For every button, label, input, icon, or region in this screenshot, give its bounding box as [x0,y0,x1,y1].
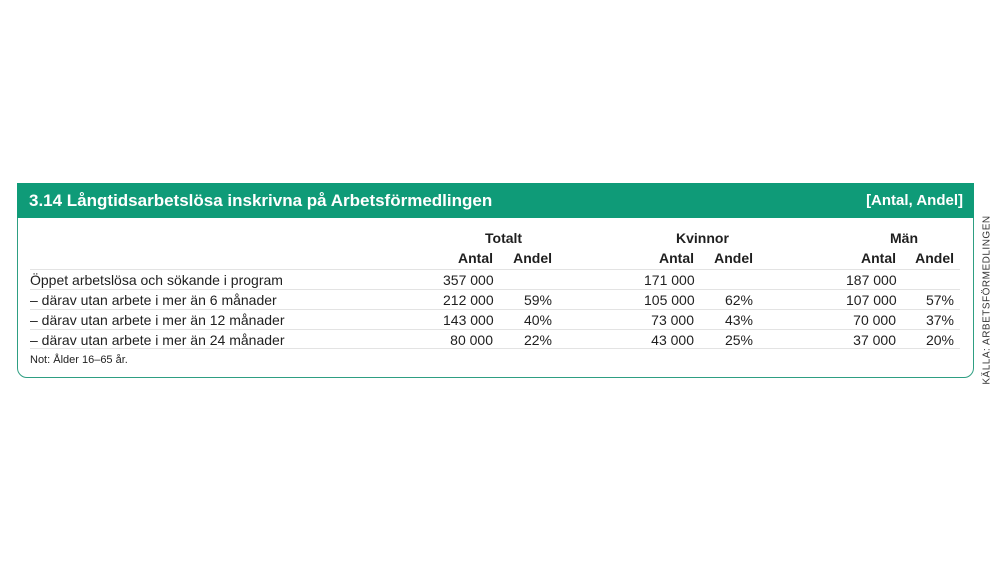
cell-kvinnor-andel: 25% [724,332,753,348]
subheader-totalt-andel: Andel [513,250,552,266]
cell-totalt-andel: 59% [523,292,552,308]
table-row [30,309,960,329]
table-note: Not: Ålder 16–65 år. [30,354,128,366]
cell-man-andel: 37% [925,312,954,328]
cell-totalt-antal: 80 000 [450,332,493,348]
subheader-totalt-antal: Antal [458,250,493,266]
cell-kvinnor-antal: 105 000 [644,292,695,308]
subheader-kvinnor-antal: Antal [659,250,694,266]
cell-kvinnor-antal: 43 000 [651,332,694,348]
group-header-totalt: Totalt [485,230,523,246]
cell-kvinnor-andel: 62% [724,292,753,308]
cell-totalt-andel: 40% [523,312,552,328]
table-row [30,329,960,349]
group-header-man: Män [890,230,918,246]
cell-man-antal: 37 000 [853,332,896,348]
group-header-kvinnor: Kvinnor [676,230,729,246]
cell-kvinnor-antal: 73 000 [651,312,694,328]
cell-totalt-antal: 357 000 [443,272,494,288]
cell-totalt-antal: 212 000 [443,292,494,308]
subheader-kvinnor-andel: Andel [714,250,753,266]
table-row [30,269,960,289]
table-title: 3.14 Långtidsarbetslösa inskrivna på Arbetsförmedlingen [29,191,493,210]
subheader-man-antal: Antal [861,250,896,266]
cell-man-andel: 57% [925,292,954,308]
cell-kvinnor-andel: 43% [724,312,753,328]
cell-totalt-andel: 22% [523,332,552,348]
table-unit: [Antal, Andel] [866,192,963,209]
cell-kvinnor-antal: 171 000 [644,272,695,288]
cell-totalt-antal: 143 000 [443,312,494,328]
cell-man-antal: 70 000 [853,312,896,328]
subheader-man-andel: Andel [915,250,954,266]
cell-man-andel: 20% [925,332,954,348]
row-label: – därav utan arbete i mer än 12 månader [30,312,285,328]
row-label: – därav utan arbete i mer än 24 månader [30,332,285,348]
cell-man-antal: 187 000 [846,272,897,288]
row-label: – därav utan arbete i mer än 6 månader [30,292,277,308]
row-label: Öppet arbetslösa och sökande i program [30,272,283,288]
source-label: KÄLLA: ARBETSFÖRMEDLINGEN [981,215,993,385]
table-header [17,183,974,218]
table-card [17,183,974,378]
table-row [30,289,960,309]
cell-man-antal: 107 000 [846,292,897,308]
